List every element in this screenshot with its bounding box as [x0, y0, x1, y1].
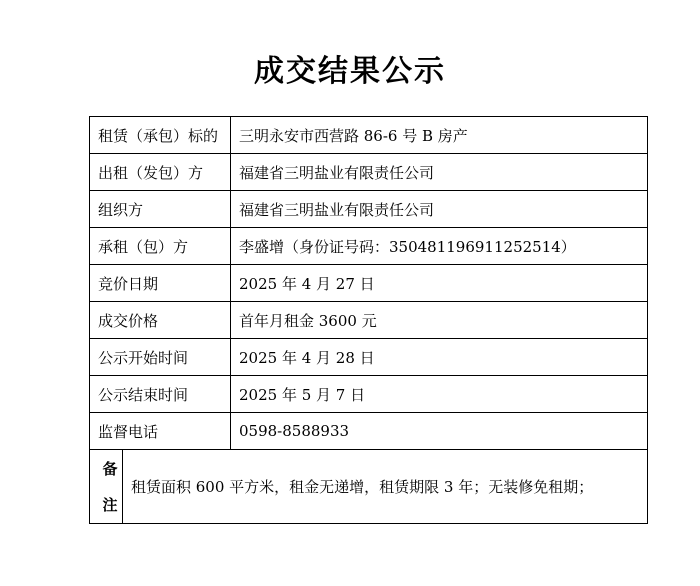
row-value: 0598-8588933 [231, 413, 648, 450]
table-row-bid-date [90, 265, 648, 302]
row-value: 首年月租金 3600 元 [231, 302, 648, 339]
row-value: 2025 年 4 月 27 日 [231, 265, 648, 302]
row-label: 承租（包）方 [90, 228, 231, 265]
result-table [89, 116, 648, 524]
remark-text: 租赁面积 600 平方米，租金无递增，租赁期限 3 年；无装修免租期； [123, 450, 648, 524]
table-row-price [90, 302, 648, 339]
row-value: 李盛增（身份证号码：350481196911252514） [231, 228, 648, 265]
row-label: 竞价日期 [90, 265, 231, 302]
row-label: 租赁（承包）标的 [90, 117, 231, 154]
table-row-lessor [90, 154, 648, 191]
page-title: 成交结果公示 [254, 54, 446, 89]
row-label: 监督电话 [90, 413, 231, 450]
table-row-notice-start [90, 339, 648, 376]
table-row-remark [90, 450, 648, 524]
row-value: 福建省三明盐业有限责任公司 [231, 191, 648, 228]
remark-label-char: 备 [102, 459, 118, 478]
remark-label [90, 450, 123, 524]
row-value: 2025 年 5 月 7 日 [231, 376, 648, 413]
row-label: 出租（发包）方 [90, 154, 231, 191]
table-row-organizer [90, 191, 648, 228]
row-label: 组织方 [90, 191, 231, 228]
table-row-notice-end [90, 376, 648, 413]
row-value: 三明永安市西营路 86-6 号 B 房产 [231, 117, 648, 154]
row-label: 公示结束时间 [90, 376, 231, 413]
row-label: 成交价格 [90, 302, 231, 339]
row-value: 2025 年 4 月 28 日 [231, 339, 648, 376]
row-value: 福建省三明盐业有限责任公司 [231, 154, 648, 191]
row-label: 公示开始时间 [90, 339, 231, 376]
table-row-lessee [90, 228, 648, 265]
remark-label-char: 注 [102, 495, 118, 514]
table-row-phone [90, 413, 648, 450]
table-row-subject [90, 117, 648, 154]
